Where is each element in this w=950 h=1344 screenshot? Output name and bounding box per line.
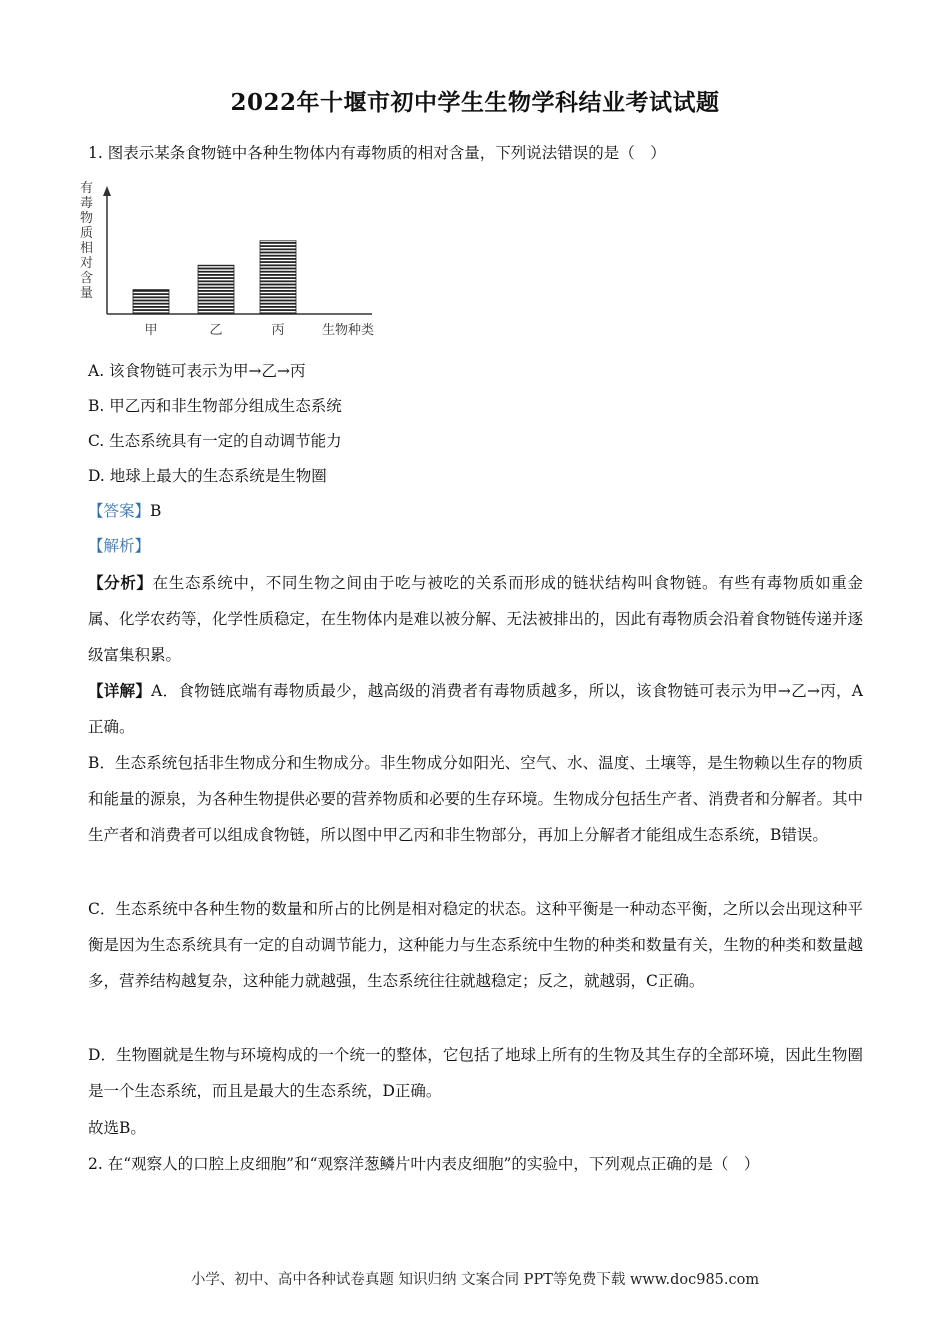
- y-axis-label-char: 质: [80, 226, 94, 241]
- toxin-bar-chart: [80, 178, 390, 346]
- y-axis-label-char: 对: [80, 256, 94, 271]
- x-tick-labels: [144, 323, 284, 338]
- x-axis-label: 生物种类: [322, 323, 375, 338]
- analysis-tag: 【解析】: [88, 537, 151, 555]
- question-1-stem: 1. 图表示某条食物链中各种生物体内有毒物质的相对含量，下列说法错误的是（ ）: [88, 144, 666, 162]
- y-axis-label-char: 物: [80, 211, 94, 226]
- detail-paragraph-a: [88, 673, 863, 745]
- y-axis-label-char: 含: [80, 271, 94, 286]
- bar-2: [260, 241, 296, 314]
- bars: [133, 241, 296, 314]
- y-axis-label-char: 有: [80, 181, 94, 196]
- xiangjie-text: A．食物链底端有毒物质最少，越高级的消费者有毒物质越多，所以，该食物链可表示为甲→乙→丙，A正确。: [88, 682, 863, 736]
- y-axis-label-char: 毒: [80, 196, 94, 211]
- y-axis-label-char: 量: [80, 286, 94, 301]
- bar-0: [133, 290, 169, 314]
- x-tick-label: 乙: [209, 323, 223, 338]
- fenxi-tag: 【分析】: [88, 573, 153, 592]
- answer-line: [88, 500, 161, 522]
- detail-paragraph-c: C．生态系统中各种生物的数量和所占的比例是相对稳定的状态。这种平衡是一种动态平衡，之所以会出现这种平衡是因为生态系统具有一定的自动调节能力，这种能力与生态系统中生物的种类和数量有关，生物的种类和数量越多，营养结构越复杂，这种能力就越强，生态系统往往就越稳定；反之，就越弱，C正确。: [88, 900, 864, 990]
- conclusion: 故选B。: [88, 1119, 146, 1137]
- answer-tag: 【答案】: [88, 502, 151, 520]
- detail-paragraph-d: D．生物圈就是生物与环境构成的一个统一的整体，它包括了地球上所有的生物及其生存的全部环境，因此生物圈是一个生态系统，而且是最大的生态系统，D正确。: [88, 1046, 863, 1100]
- x-tick-label: 甲: [144, 323, 158, 338]
- option-d: D. 地球上最大的生态系统是生物圈: [88, 467, 327, 485]
- x-tick-label: 丙: [271, 323, 285, 338]
- y-axis-label-char: 相: [80, 241, 94, 256]
- page-title: 2022年十堰市初中学生生物学科结业考试试题: [230, 89, 720, 116]
- fenxi-text: 在生态系统中，不同生物之间由于吃与被吃的关系而形成的链状结构叫食物链。有些有毒物质如重金属、化学农药等，化学性质稳定，在生物体内是难以被分解、无法被排出的，因此有毒物质会沿着食物链传递并逐级富集积累。: [88, 574, 864, 664]
- option-c: C. 生态系统具有一定的自动调节能力: [88, 432, 342, 450]
- y-axis-arrow-icon: [103, 186, 111, 196]
- y-axis-label: [80, 181, 93, 301]
- answer-value: B: [150, 502, 162, 520]
- question-2-stem: 2. 在“观察人的口腔上皮细胞”和“观察洋葱鳞片叶内表皮细胞”的实验中，下列观点正确的是（ ）: [88, 1155, 760, 1173]
- page-footer: 小学、初中、高中各种试卷真题 知识归纳 文案合同 PPT等免费下载 www.doc985.com: [190, 1272, 760, 1288]
- analysis-paragraph: [88, 565, 863, 673]
- option-a: A. 该食物链可表示为甲→乙→丙: [88, 362, 306, 380]
- xiangjie-tag: 【详解】: [88, 681, 152, 700]
- bar-1: [198, 265, 234, 314]
- option-b: B. 甲乙丙和非生物部分组成生态系统: [88, 397, 342, 415]
- detail-paragraph-b: B．生态系统包括非生物成分和生物成分。非生物成分如阳光、空气、水、温度、土壤等，是生物赖以生存的物质和能量的源泉，为各种生物提供必要的营养物质和必要的生存环境。生物成分包括生产者、消费者和分解者。其中生产者和消费者可以组成食物链，所以图中甲乙丙和非生物部分，再加上分解者才能组成生态系统，B错误。: [88, 754, 864, 844]
